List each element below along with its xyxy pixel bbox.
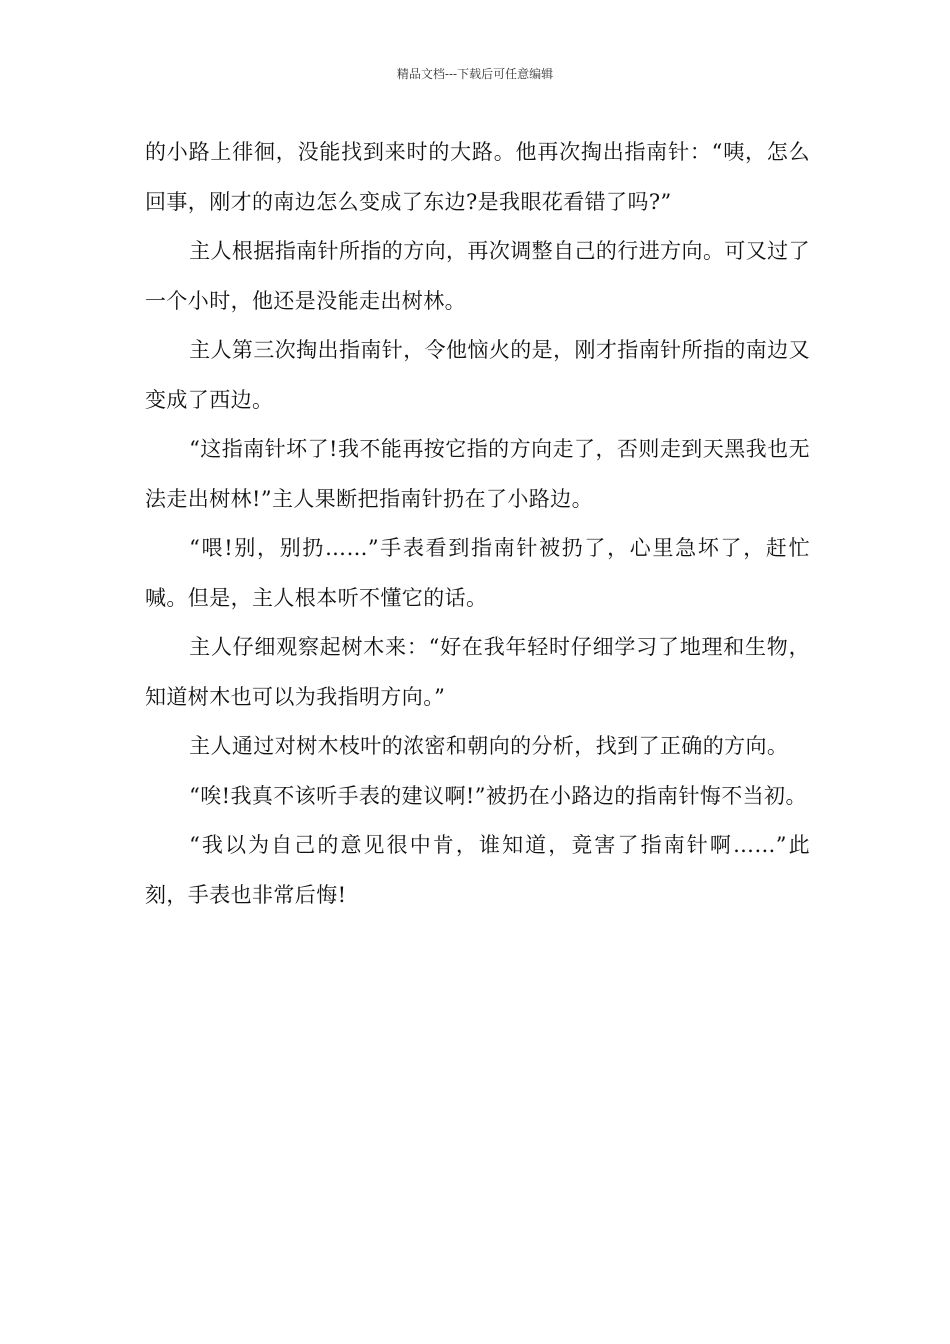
paragraph-7: 主人通过对树木枝叶的浓密和朝向的分析，找到了正确的方向。 (189, 734, 789, 758)
paragraph-9: “我以为自己的意见很中肯，谁知道，竟害了指南针啊……”此刻，手表也非常后悔! (145, 833, 810, 907)
paragraph-6: 主人仔细观察起树木来：“好在我年轻时仔细学习了地理和生物，知道树木也可以为我指明方向。” (145, 635, 810, 709)
paragraph-3: 主人第三次掏出指南针，令他恼火的是，刚才指南针所指的南边又变成了西边。 (145, 338, 810, 412)
paragraph-5: “喂!别，别扔……”手表看到指南针被扔了，心里急坏了，赶忙喊。但是，主人根本听不懂它的话。 (145, 536, 810, 610)
paragraph-8: “唉!我真不该听手表的建议啊!”被扔在小路边的指南针悔不当初。 (189, 783, 807, 808)
paragraph-2: 主人根据指南针所指的方向，再次调整自己的行进方向。可又过了一个小时，他还是没能走出树林。 (145, 239, 810, 313)
document-body (145, 128, 810, 920)
paragraph-4: “这指南针坏了!我不能再按它指的方向走了，否则走到天黑我也无法走出树林!”主人果断把指南针扔在了小路边。 (145, 437, 810, 511)
page-header: 精品文档---下载后可任意编辑 (396, 67, 554, 81)
paragraph-1-continuation: 的小路上徘徊，没能找到来时的大路。他再次掏出指南针：“咦，怎么回事，刚才的南边怎么变成了东边?是我眼花看错了吗?” (145, 140, 810, 214)
